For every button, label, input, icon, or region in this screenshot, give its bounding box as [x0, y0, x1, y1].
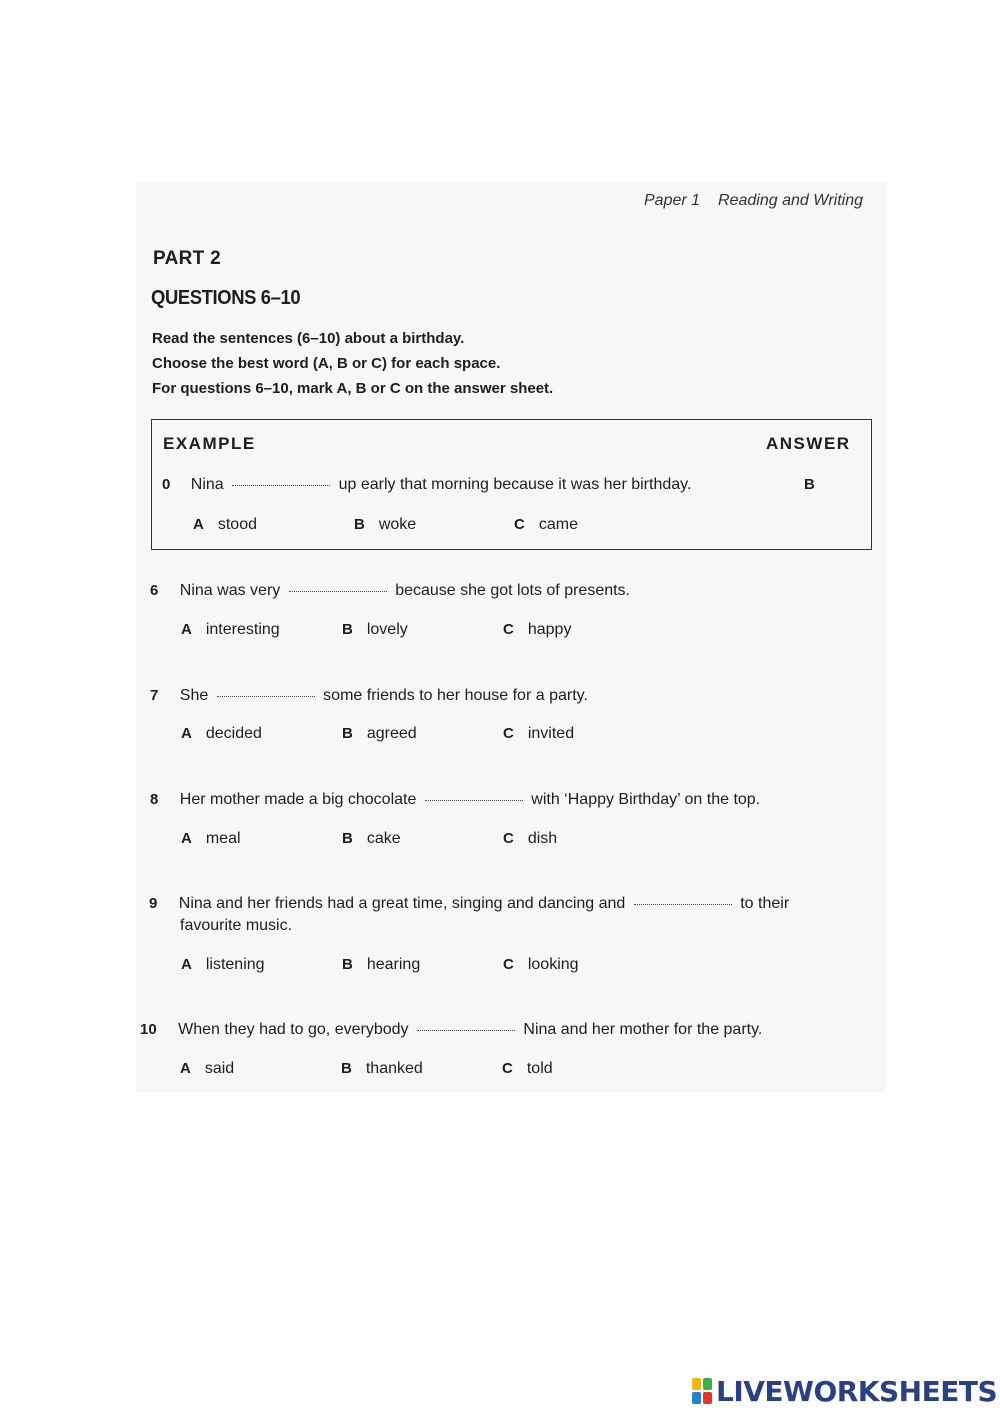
question-text-before: She — [179, 687, 209, 704]
option-c[interactable]: C invited — [503, 725, 575, 742]
option-b[interactable]: B thanked — [341, 1060, 423, 1077]
option-b[interactable]: B cake — [342, 830, 401, 847]
option-a[interactable]: A interesting — [181, 621, 280, 638]
question-7 — [150, 687, 588, 705]
option-b[interactable]: B hearing — [342, 956, 421, 973]
example-answer: B — [804, 476, 815, 493]
logo-square — [703, 1392, 712, 1404]
question-text-after: to their — [740, 895, 790, 912]
example-question — [162, 476, 691, 494]
questions-title: QUESTIONS 6–10 — [151, 287, 301, 309]
option-c[interactable]: C happy — [503, 621, 572, 638]
question-number: 6 — [150, 582, 159, 599]
answer-blank — [232, 484, 330, 486]
answer-blank[interactable] — [289, 590, 387, 592]
question-6 — [150, 582, 630, 600]
question-text-after: up early that morning because it was her birthday. — [338, 476, 692, 493]
question-number: 7 — [150, 687, 159, 704]
question-number: 10 — [140, 1021, 157, 1038]
option-c[interactable]: C came — [514, 516, 578, 533]
option-c[interactable]: C looking — [503, 956, 579, 973]
answer-blank[interactable] — [425, 799, 523, 801]
instruction-line: For questions 6–10, mark A, B or C on the answer sheet. — [152, 380, 554, 397]
question-text-after: because she got lots of presents. — [395, 582, 630, 599]
question-text-before: Nina and her friends had a great time, singing and dancing and — [178, 895, 626, 912]
option-a[interactable]: A decided — [181, 725, 262, 742]
answer-blank[interactable] — [417, 1029, 515, 1031]
question-text-before: Nina was very — [179, 582, 281, 599]
example-label: EXAMPLE — [163, 434, 256, 453]
page-header — [644, 192, 863, 210]
logo-square — [703, 1378, 712, 1390]
logo-square — [692, 1378, 701, 1390]
question-text-before: Nina — [190, 476, 224, 493]
section-label: Reading and Writing — [718, 192, 864, 209]
liveworksheets-logo[interactable] — [692, 1374, 997, 1408]
question-9 — [149, 895, 789, 913]
option-a[interactable]: A stood — [193, 516, 257, 533]
question-text-before: Her mother made a big chocolate — [179, 791, 417, 808]
answer-blank[interactable] — [217, 695, 315, 697]
question-10 — [140, 1021, 762, 1039]
logo-mark-icon — [692, 1378, 712, 1404]
question-8 — [150, 791, 760, 809]
answer-label: ANSWER — [766, 434, 851, 453]
question-text-after: with ‘Happy Birthday’ on the top. — [531, 791, 761, 808]
option-b[interactable]: B woke — [354, 516, 417, 533]
question-number: 8 — [150, 791, 159, 808]
logo-text: LIVEWORKSHEETS — [716, 1374, 998, 1408]
question-number: 9 — [149, 895, 158, 912]
instruction-line: Choose the best word (A, B or C) for each space. — [152, 355, 501, 372]
question-text-after: some friends to her house for a party. — [323, 687, 588, 704]
answer-blank[interactable] — [634, 903, 732, 905]
question-text-after: Nina and her mother for the party. — [523, 1021, 763, 1038]
question-text-continuation: favourite music. — [180, 917, 293, 934]
option-b[interactable]: B lovely — [342, 621, 408, 638]
option-c[interactable]: C told — [502, 1060, 553, 1077]
logo-square — [692, 1392, 701, 1404]
question-text-before: When they had to go, everybody — [178, 1021, 409, 1038]
question-number: 0 — [162, 476, 171, 493]
option-a[interactable]: A listening — [181, 956, 265, 973]
option-b[interactable]: B agreed — [342, 725, 417, 742]
option-c[interactable]: C dish — [503, 830, 558, 847]
option-a[interactable]: A said — [180, 1060, 235, 1077]
paper-label: Paper 1 — [644, 192, 701, 209]
instruction-line: Read the sentences (6–10) about a birthday. — [152, 330, 465, 347]
option-a[interactable]: A meal — [181, 830, 241, 847]
part-title: PART 2 — [153, 248, 221, 269]
